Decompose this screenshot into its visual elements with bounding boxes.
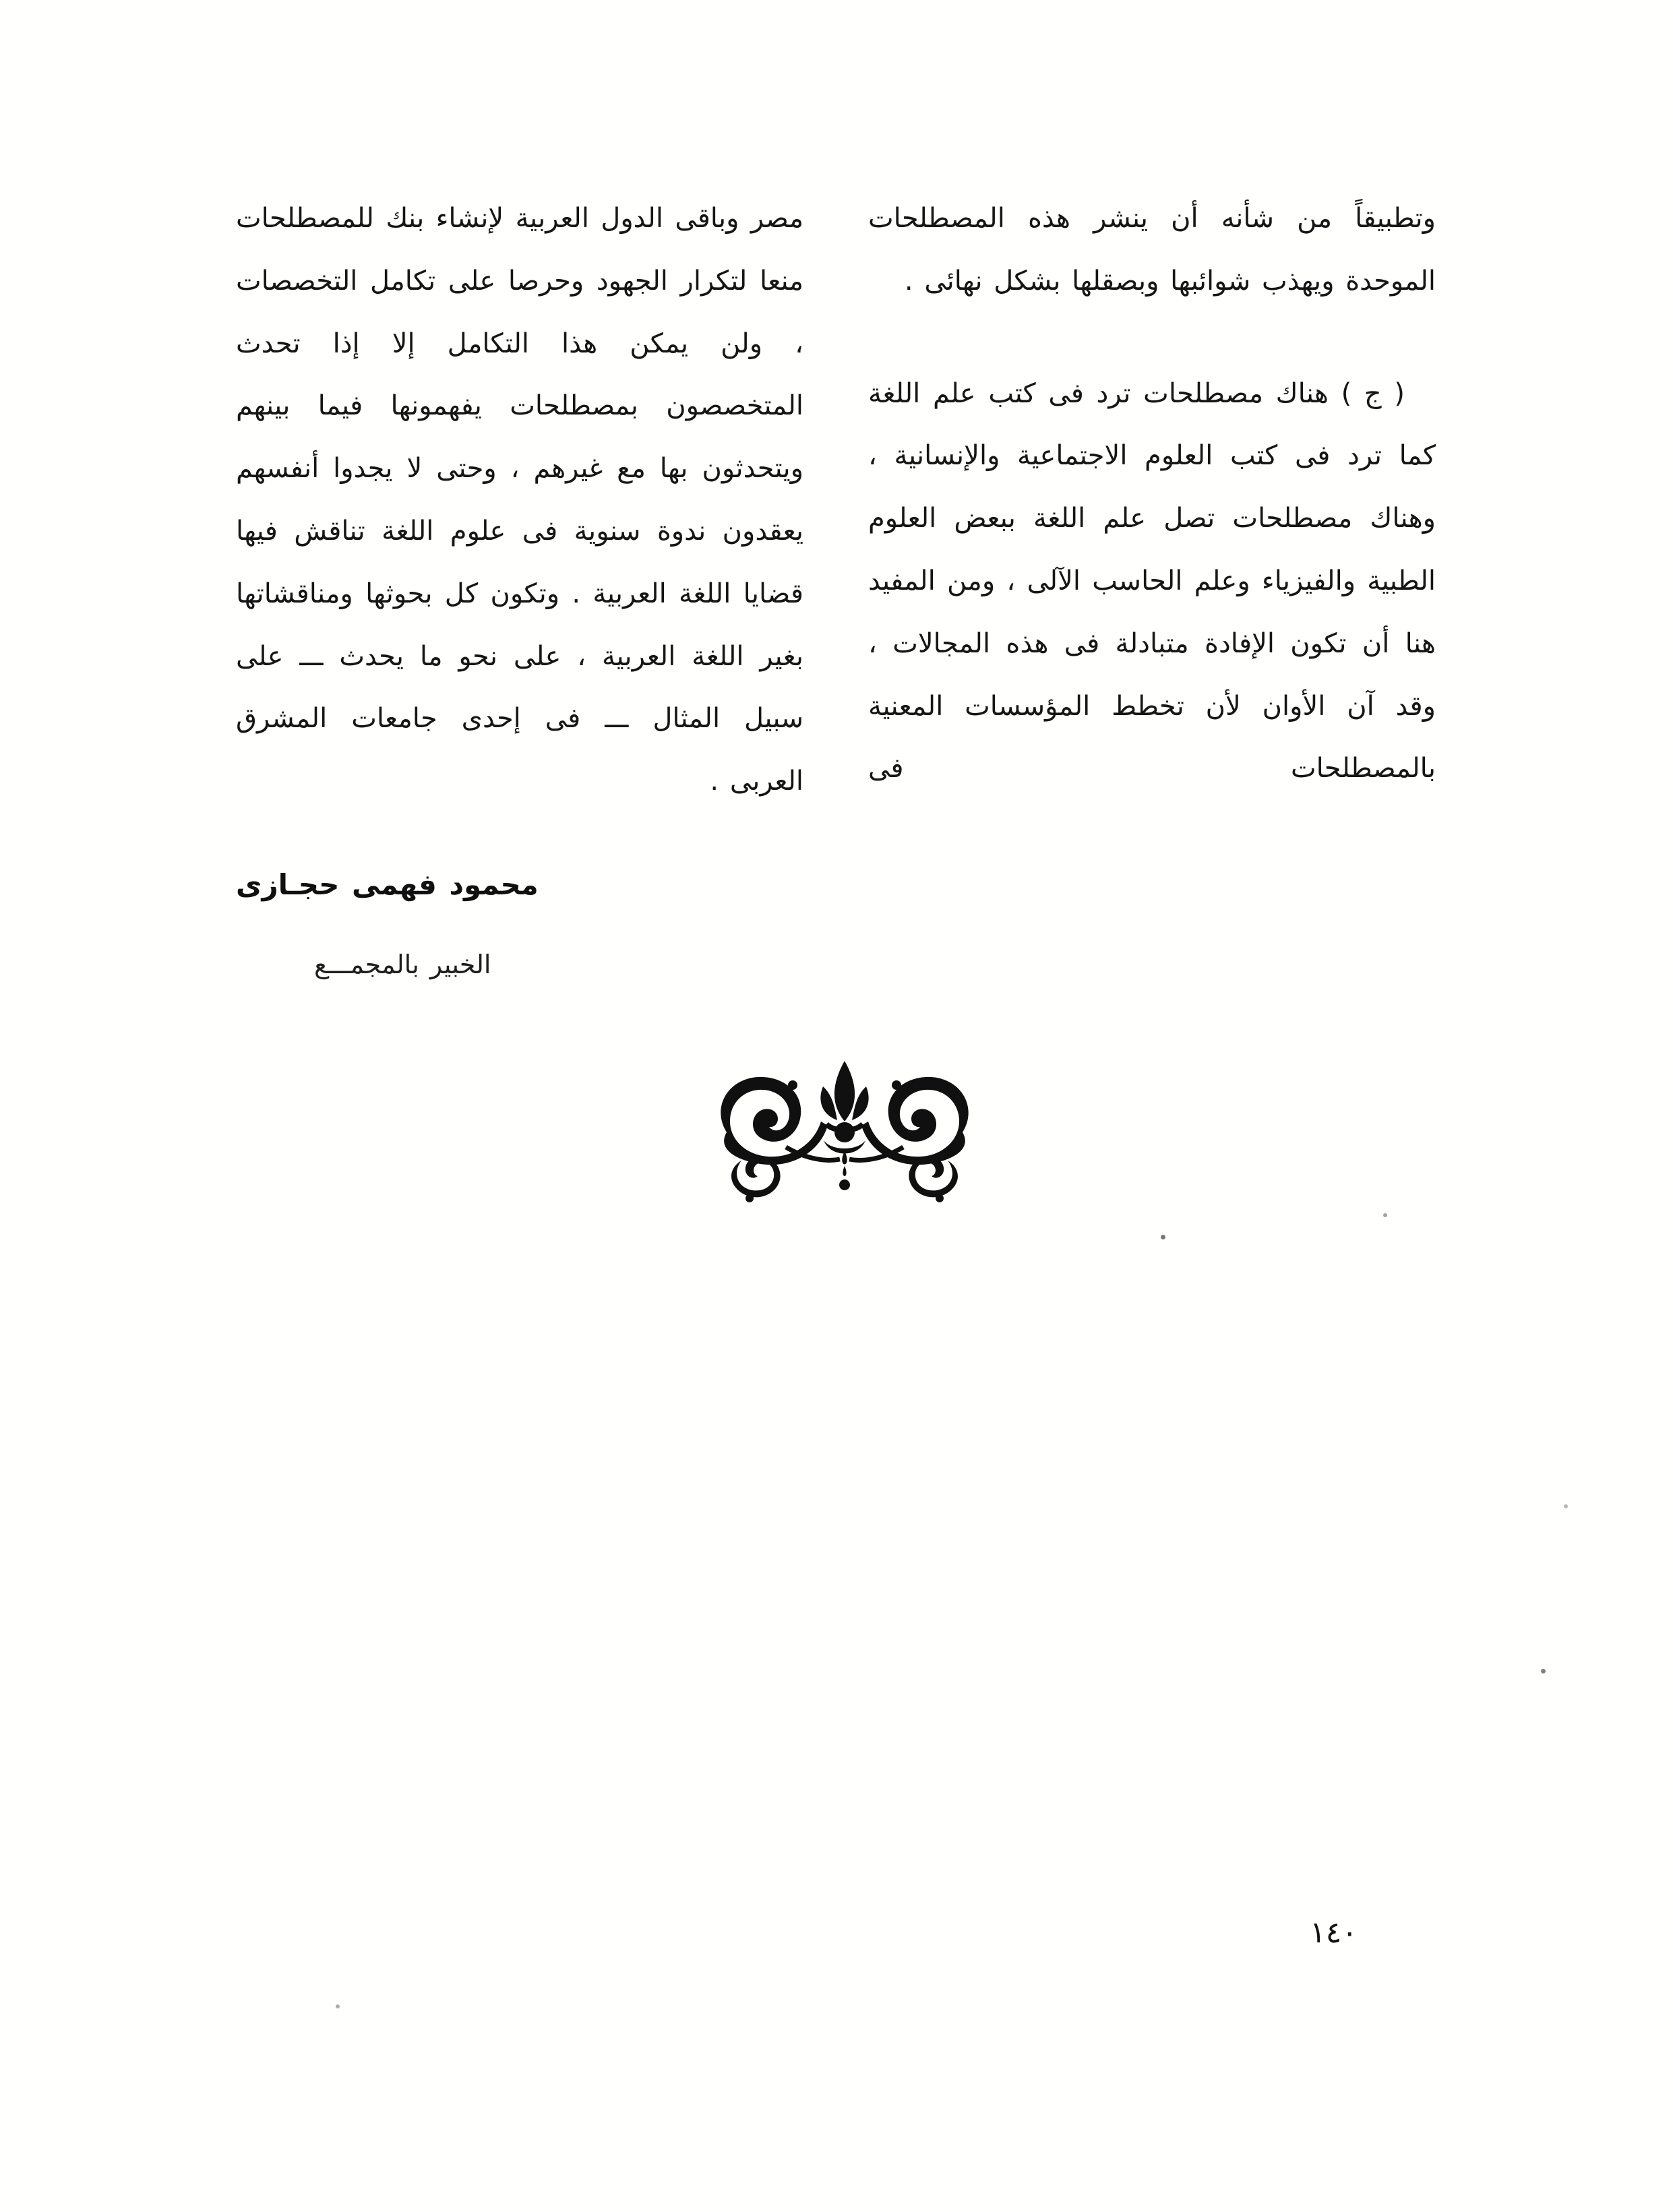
left-column-paragraph-1: مصر وباقى الدول العربية لإنشاء بنك للمصطلحات منعا لتكرار الجهود وحرصا على تكامل التخصصات ، ولن يمكن هذا التكامل إلا إذا تحدث المتخصصون بمصطلحات يفهمونها فيما بينهم ويتحدثون بها مع غيرهم ، وحتى لا يجدوا أنفسهم يعقدون ندوة سنوية فى علوم اللغة تناقش فيها قضايا اللغة العربية . وتكون كل بحوثها ومناقشاتها بغير اللغة العربية ، على نحو ما يحدث ـــ على سبيل المثال ـــ فى إحدى جامعات المشرق العربى . [236,203,803,797]
text-block [236,187,1436,995]
right-column-paragraph-2: ( ج ) هناك مصطلحات ترد فى كتب علم اللغة كما ترد فى كتب العلوم الاجتماعية والإنسانية ، وهناك مصطلحات تصل علم اللغة ببعض العلوم الطبية والفيزياء وعلم الحاسب الآلى ، ومن المفيد هنا أن تكون الإفادة متبادلة فى هذه المجالات ، وقد آن الأوان لأن تخطط المؤسسات المعنية بالمصطلحات فى [868,377,1436,785]
right-column-paragraph-1: وتطبيقاً من شأنه أن ينشر هذه المصطلحات الموحدة ويهذب شوائبها وبصقلها بشكل نهائى . [868,203,1436,297]
scan-speck [1383,1213,1387,1217]
two-column-layout [236,187,1436,995]
signature-block [236,852,803,995]
ornament-svg [685,1046,1004,1210]
author-title: الخبير بالمجمـــع [314,950,491,980]
page-number: ١٤٠ [1310,1915,1358,1950]
left-column [236,187,803,995]
scan-speck [1541,1669,1546,1673]
author-name: محمود فهمى حجـازى [236,867,539,901]
scan-speck [336,2004,340,2008]
right-column [868,187,1436,995]
scan-speck [1564,1504,1568,1508]
floral-printer-ornament-icon [685,1046,1004,1210]
scan-speck [1161,1235,1165,1239]
